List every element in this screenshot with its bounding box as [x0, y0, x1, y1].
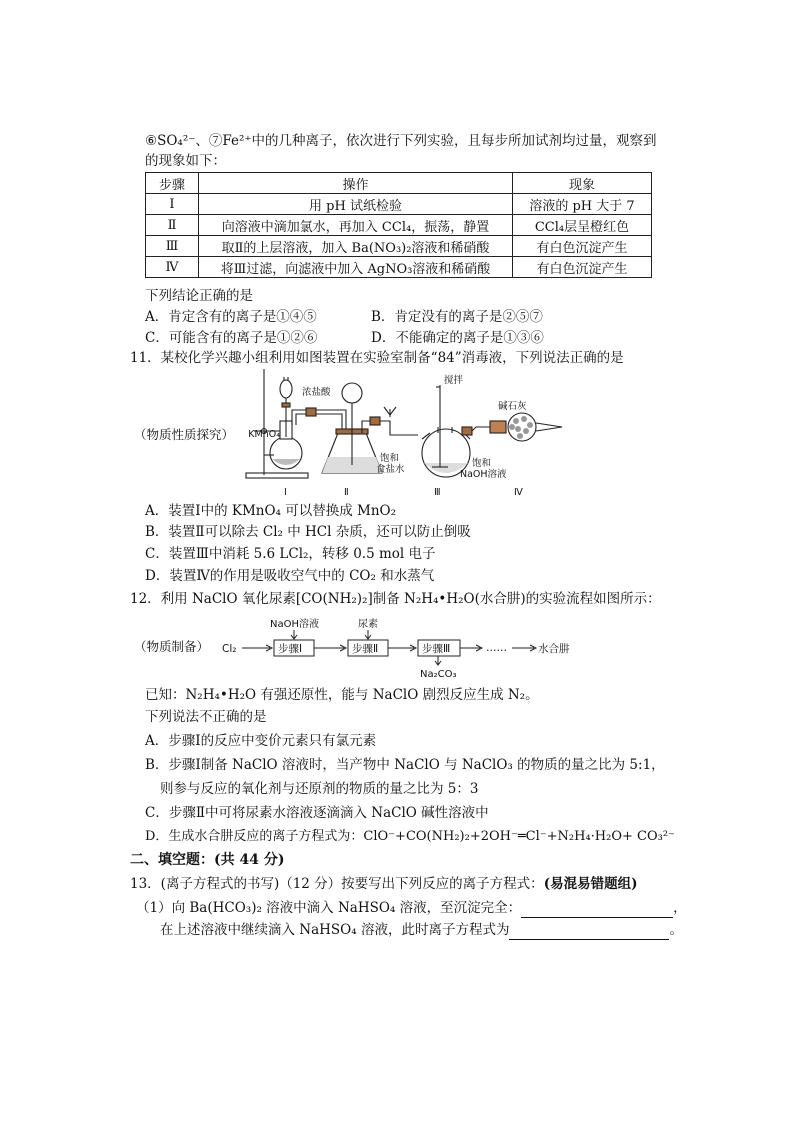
table-cell: 向溶液中滴加氯水，再加入 CCl₄，振荡，静置	[199, 215, 513, 236]
table-cell: Ⅲ	[146, 236, 199, 257]
flow-diagram	[218, 614, 628, 682]
table-header: 现象	[513, 173, 652, 194]
table-cell: 有白色沉淀产生	[513, 236, 652, 257]
flow-reagent-naoh: NaOH溶液	[270, 619, 319, 630]
label-naoh-1: 饱和	[472, 458, 492, 469]
table-row	[146, 215, 652, 236]
flow-step-1: 步骤Ⅰ	[278, 643, 303, 655]
q12-known: 已知：N₂H₄•H₂O 有强还原性，能与 NaClO 剧烈反应生成 N₂。	[145, 687, 539, 703]
table-header: 操作	[199, 173, 513, 194]
comma: ，	[673, 900, 687, 916]
table-cell: 用 pH 试纸检验	[199, 194, 513, 215]
table-cell: CCl₄层呈橙红色	[513, 215, 652, 236]
answer-blank-2[interactable]	[509, 923, 669, 940]
q13-part1-line2	[160, 920, 683, 940]
table-row	[146, 257, 652, 278]
flow-byproduct: Na₂CO₃	[420, 669, 457, 680]
q13-head-emphasis: (易混易错题组)	[543, 876, 638, 892]
table-header-row	[146, 173, 652, 194]
q11-tag: （物质性质探究）	[134, 427, 235, 442]
roman-iii: Ⅲ	[434, 487, 441, 498]
table-row	[146, 194, 652, 215]
intro-line-1: ⑥SO₄²⁻、⑦Fe²⁺中的几种离子，依次进行下列实验，且每步所加试剂均过量，观察到	[145, 133, 657, 149]
q12-tag: （物质制备）	[134, 639, 210, 654]
q11-option-a: A．装置Ⅰ中的 KMnO₄ 可以替换成 MnO₂	[145, 503, 397, 519]
roman-iv: Ⅳ	[514, 487, 523, 498]
table-cell: 溶液的 pH 大于 7	[513, 194, 652, 215]
q10-option-d: D．不能确定的离子是①③⑥	[371, 330, 544, 346]
q13-part1-line1	[136, 898, 687, 918]
flow-dots: ……	[486, 642, 507, 654]
roman-ii: Ⅱ	[344, 487, 349, 498]
label-soda-lime: 碱石灰	[498, 401, 527, 412]
table-cell: Ⅱ	[146, 215, 199, 236]
label-naoh-2: NaOH溶液	[460, 469, 507, 480]
table-cell: Ⅰ	[146, 194, 199, 215]
flow-step-3: 步骤Ⅲ	[422, 643, 451, 655]
table-cell: Ⅳ	[146, 257, 199, 278]
q13-head	[130, 874, 637, 894]
experiment-table	[145, 172, 652, 278]
q11-option-c: C．装置Ⅲ中消耗 5.6 LCl₂，转移 0.5 mol 电子	[145, 546, 436, 562]
q12-option-b-line1: B．步骤Ⅰ制备 NaClO 溶液时，当产物中 NaClO 与 NaClO₃ 的物质的量之比为 5:1，	[145, 757, 665, 773]
flow-step-2: 步骤Ⅱ	[352, 643, 379, 655]
roman-i: Ⅰ	[284, 487, 287, 498]
q12-stem: 12．利用 NaClO 氧化尿素[CO(NH₂)₂]制备 N₂H₄•H₂O(水合肼)的实验流程如图所示：	[130, 591, 661, 607]
q10-stem: 下列结论正确的是	[145, 288, 253, 304]
intro-line-2: 的现象如下：	[145, 153, 226, 169]
label-hcl: 浓盐酸	[302, 387, 331, 398]
q13-part1-text: （1）向 Ba(HCO₃)₂ 溶液中滴入 NaHSO₄ 溶液，至沉淀完全：	[136, 900, 522, 916]
table-cell: 取Ⅱ的上层溶液，加入 Ba(NO₃)₂溶液和稀硝酸	[199, 236, 513, 257]
label-kmno4: KMnO₄	[248, 429, 280, 440]
label-nacl-2: 食盐水	[376, 464, 405, 475]
flow-product: 水合肼	[538, 643, 570, 655]
q12-option-d: D．生成水合肼反应的离子方程式为：ClO⁻+CO(NH₂)₂+2OH⁻═Cl⁻+N₂H₄·H₂O+ CO₃²⁻	[145, 829, 675, 844]
q13-head-text: 13．(离子方程式的书写)（12 分）按要写出下列反应的离子方程式：	[130, 876, 544, 892]
q12-option-b-line2: 则参与反应的氧化剂与还原剂的物质的量之比为 5：3	[160, 781, 479, 797]
q10-option-b: B．肯定没有的离子是②⑤⑦	[371, 309, 543, 325]
table-header: 步骤	[146, 173, 199, 194]
flow-reagent-urea: 尿素	[358, 619, 378, 630]
q11-stem: 11．某校化学兴趣小组利用如图装置在实验室制备“84”消毒液，下列说法正确的是	[130, 350, 624, 366]
table-cell: 将Ⅲ过滤，向滤液中加入 AgNO₃溶液和稀硝酸	[199, 257, 513, 278]
period: 。	[669, 922, 683, 938]
q11-option-b: B．装置Ⅱ可以除去 Cl₂ 中 HCl 杂质，还可以防止倒吸	[145, 524, 471, 540]
label-nacl-1: 饱和	[380, 453, 400, 464]
q12-option-a: A．步骤Ⅰ的反应中变价元素只有氯元素	[145, 733, 377, 749]
section-title: 二、填空题：(共 44 分)	[130, 852, 285, 868]
q12-question: 下列说法不正确的是	[145, 709, 267, 725]
q11-option-d: D．装置Ⅳ的作用是吸收空气中的 CO₂ 和水蒸气	[145, 568, 435, 584]
q10-option-c: C．可能含有的离子是①②⑥	[145, 330, 318, 346]
q10-option-a: A．肯定含有的离子是①④⑤	[145, 309, 317, 325]
table-row	[146, 236, 652, 257]
apparatus-figure	[240, 365, 570, 502]
table-cell: 有白色沉淀产生	[513, 257, 652, 278]
label-stir: 搅拌	[444, 375, 464, 386]
q12-option-c: C．步骤Ⅱ中可将尿素水溶液逐滴滴入 NaClO 碱性溶液中	[145, 805, 489, 821]
flow-cl2: Cl₂	[222, 643, 237, 655]
answer-blank-1[interactable]	[521, 901, 673, 918]
q13-part1-text-2: 在上述溶液中继续滴入 NaHSO₄ 溶液，此时离子方程式为	[160, 922, 510, 938]
